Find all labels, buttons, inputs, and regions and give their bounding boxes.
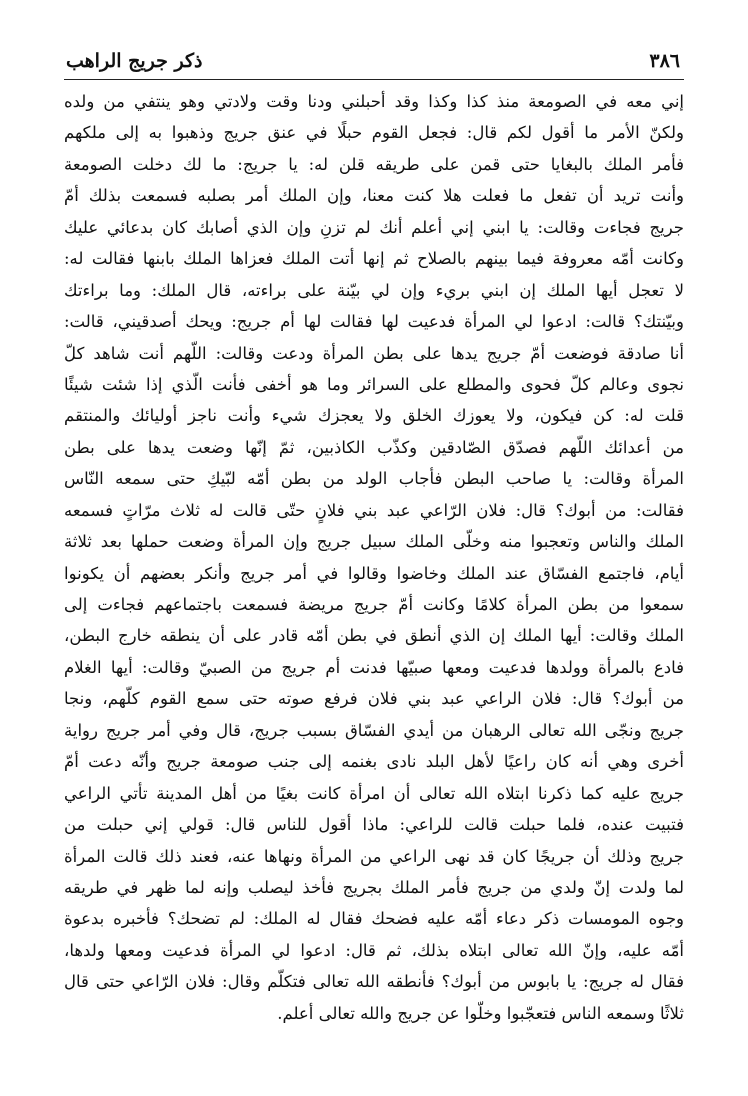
text-line: إني معه في الصومعة منذ كذا وكذا وقد أحبلني ودنا وقت ولادتي وهو ينتفي من ولده — [64, 92, 684, 111]
text-line: من أعدائك اللّهم فصدّق الصّادقين وكذّب الكاذبين، ثمّ إنّها وضعت يدها على بطن — [64, 437, 684, 457]
text-line: وجوه المومسات ذكر دعاء أمّه عليه فضحك فقال له الملك: لم تضحك؟ فأخبره بدعوة — [64, 909, 684, 929]
text-line: جريج ونجّى الله تعالى الرهبان من أيدي الفسّاق بسبب جريج، قال وفي أمر جريج رواية — [64, 720, 684, 740]
text-line: وأنت تريد أن تفعل ما فعلت هلا كنت معنا، وإن الملك أمر بصلبه فسمعت بذلك أمّ — [64, 186, 684, 206]
text-line: أيام، فاجتمع الفسّاق عند الملك وخاضوا وقالوا في أمر جريج وأنكر بعضهم أن يكونوا — [64, 563, 684, 583]
text-line: ثلاثًا وسمعه الناس فتعجّبوا وخلّوا عن جريج والله تعالى أعلم. — [277, 1003, 684, 1023]
text-line: لا تعجل أيها الملك إن ابني بريء وإن لي بيّنة على براءته، قال الملك: وما براءتك — [64, 280, 684, 300]
running-title: ذكر جريج الراهب — [66, 50, 203, 72]
body-text — [64, 86, 684, 1029]
text-line: من أبوك؟ قال: فلان الراعي عبد بني فلان فرفع صوته حتى سمع القوم كلّهم، ونجا — [64, 689, 684, 709]
running-header — [66, 46, 680, 76]
text-line: الملك والناس وتعجبوا منه وخلّى الملك سبيل جريج وإن المرأة وضعت حملها بعد ثلاثة — [64, 532, 684, 552]
text-line: قلت له: كن فيكون، ولا يعوزك الخلق ولا يعجزك شيء وأنت ناجز أوليائك والمنتقم — [64, 406, 684, 426]
text-line: فتبيت عنده، فلما حبلت قالت للراعي: ماذا أقول للناس قال: قولي إني حبلت من — [64, 815, 684, 835]
text-line: وكانت أمّه معروفة فيما بينهم بالصلاح ثم إنها أتت الملك فعزاها الملك بابنها فقالت له: — [64, 249, 684, 269]
text-line: الملك وقالت: أيها الملك إن الذي أنطق في بطن أمّه قادر على أن ينطقه خارج البطن، — [64, 626, 684, 646]
text-line: وبيّنتك؟ قالت: ادعوا لي المرأة فدعيت لها فقالت لها أم جريج: ويحك أصدقيني، قالت: — [64, 312, 684, 332]
text-line: فقالت: من أبوك؟ قال: فلان الرّاعي عبد بني فلانٍ حتّى قالت له ثلاث مرّاتٍ فسمعه — [64, 500, 684, 520]
text-line: جريج وذلك أن جريجًا كان قد نهى الراعي من المرأة ونهاها عنه، فعند ذلك قالت المرأة — [64, 846, 684, 866]
text-line: لما ولدت إنّ ولدي من جريج فأمر الملك بجريج فأخذ ليصلب وإنه لما ظهر في طريقه — [64, 877, 684, 897]
text-line: فأمر الملك بالبغايا حتى قمن على طريقه قلن له: يا جريج: ما لك دخلت الصومعة — [64, 154, 684, 174]
header-divider — [64, 79, 684, 80]
text-line: نجوى وعالم كلّ فحوى والمطلع على السرائر وما هو أخفى فأنت الّذي إذا شئت شيئًا — [64, 374, 684, 394]
text-line: المرأة وقالت: يا صاحب البطن فأجاب الولد من بطن أمّه لبّيكِ حتى سمعه النّاس — [64, 469, 684, 489]
text-line: جريج عليه كما ذكرنا ابتلاه الله تعالى أن امرأة كانت بغيًا من أهل المدينة تأتي الراعي — [64, 783, 684, 803]
text-line: ولكنّ الأمر ما أقول لكم قال: فجعل القوم حبلًا في عنق جريج وذهبوا به إلى ملكهم — [64, 123, 684, 143]
text-line: فادع بالمرأة وولدها فدعيت ومعها صبيّها فدنت أم جريج من الصبيّ وقالت: أيها الغلام — [64, 657, 684, 677]
text-line: سمعوا من بطن المرأة كلامًا وكانت أمّ جريج مريضة فسمعت باجتماعهم فجاءت إلى — [64, 595, 684, 614]
text-line: أنا صادقة فوضعت أمّ جريج يدها على بطن المرأة ودعت وقالت: اللّهم أنت شاهد كلّ — [64, 343, 684, 363]
text-line: أخرى وهي أنه كان راعيًا لأهل البلد نادى بغنمه إلى جنب صومعة جريج وأنّه دعت أمّ — [64, 752, 684, 772]
text-line: أمّه عليه، وإنّ الله تعالى ابتلاه بذلك، ثم قال: ادعوا لي المرأة فدعيت ومعها ولدها، — [64, 940, 684, 960]
text-line: فقال له جريج: يا بابوس من أبوك؟ فأنطقه الله تعالى فتكلّم وقال: فلان الرّاعي حتى قال — [64, 972, 684, 992]
text-line: جريج فجاءت وقالت: يا ابني إني أعلم أنك لم تزنِ وإن الذي أصابك كان بدعائي عليك — [64, 217, 684, 237]
page-number: ٣٨٦ — [649, 50, 680, 72]
